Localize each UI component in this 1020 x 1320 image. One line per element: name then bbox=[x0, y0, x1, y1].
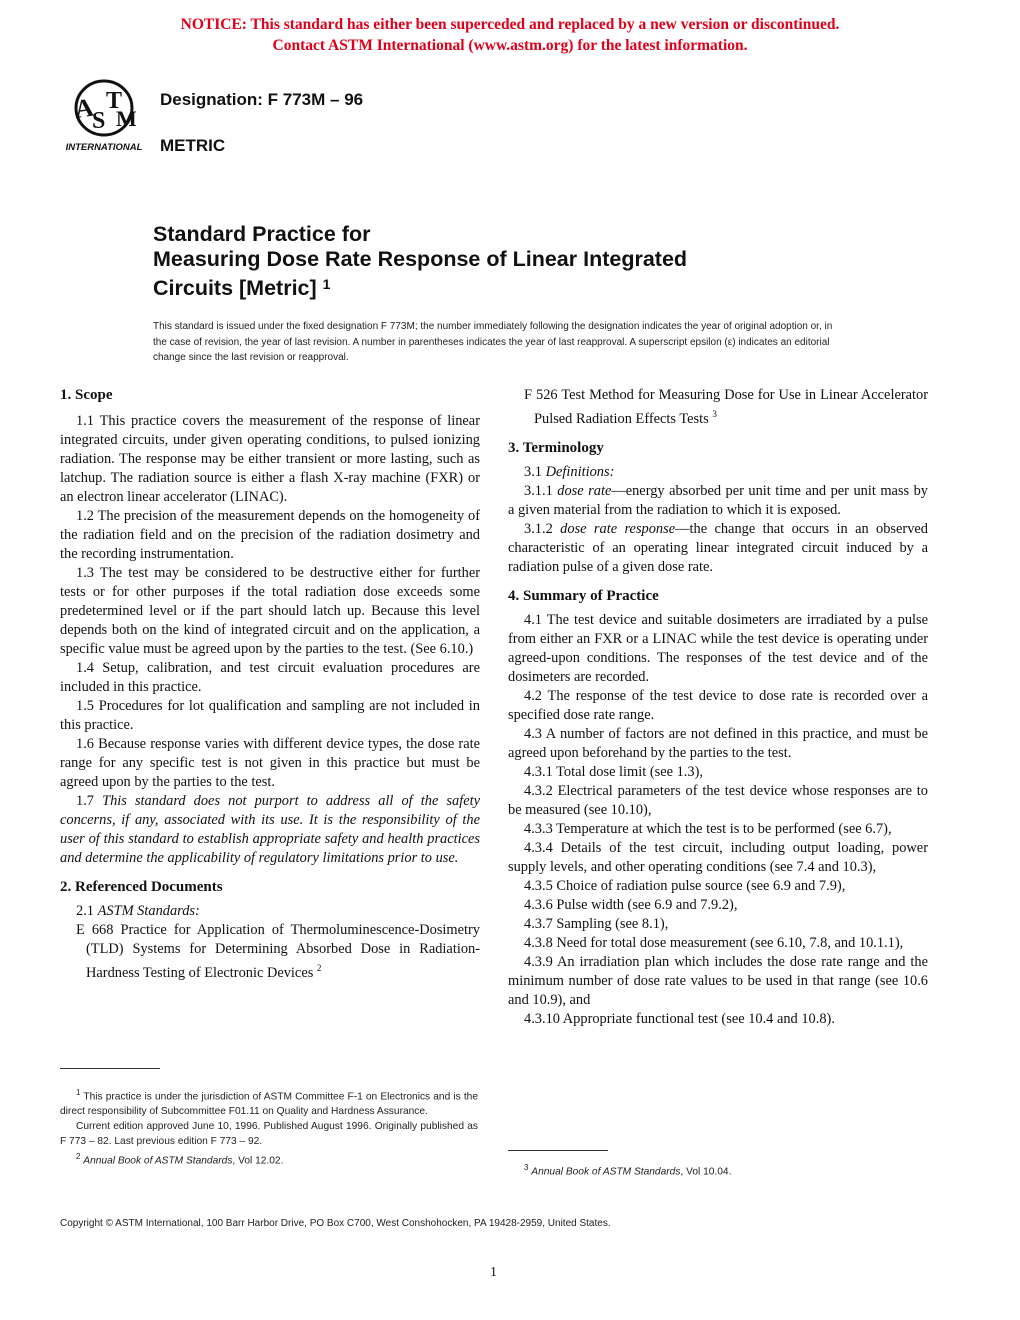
astm-logo-icon bbox=[62, 78, 146, 154]
para-4-3-2: 4.3.2 Electrical parameters of the test device whose responses are to be measured (see 10.10), bbox=[508, 782, 928, 818]
title-line-2: Measuring Dose Rate Response of Linear Integrated bbox=[153, 247, 688, 271]
footnote-divider-left bbox=[60, 1068, 160, 1069]
heading-terminology: 3. Terminology bbox=[508, 439, 604, 456]
para-1-5: 1.5 Procedures for lot qualification and sampling are not included in this practice. bbox=[60, 698, 480, 733]
copyright-line: Copyright © ASTM International, 100 Barr Harbor Drive, PO Box C700, West Conshohocken, PA 19428-2959, United States. bbox=[60, 1218, 611, 1229]
footnote-2: $^2$ Annual Book of ASTM Standards, Vol 12.02. bbox=[76, 1152, 284, 1167]
para-1-4: 1.4 Setup, calibration, and test circuit evaluation procedures are included in this practice. bbox=[60, 660, 480, 695]
para-1-6: 1.6 Because response varies with different device types, the dose rate range for any specific test is not given in this practice but must be agreed upon by the parties to the test. bbox=[60, 736, 480, 790]
para-4-3-5: 4.3.5 Choice of radiation pulse source (see 6.9 and 7.9), bbox=[524, 877, 846, 894]
para-4-3-9: 4.3.9 An irradiation plan which includes the dose rate range and the minimum number of dose rate values to be used in that range (see 10.6 and 10.9), and bbox=[508, 953, 928, 1008]
para-1-3: 1.3 The test may be considered to be destructive either for further tests or for other purposes if the total radiation dose exceeds some predetermined level or if the part should latch up. Because this level depends both on the kind of integrated circuit and on the application, a specific value must be agreed upon by the parties to the test. (See 6.10.) bbox=[60, 565, 480, 657]
para-4-3-3: 4.3.3 Temperature at which the test is to be performed (see 6.7), bbox=[524, 820, 892, 837]
svg-text:INTERNATIONAL: INTERNATIONAL bbox=[65, 142, 143, 153]
svg-text:M: M bbox=[116, 106, 137, 131]
para-3-1: 3.1 Definitions: bbox=[524, 463, 615, 480]
para-4-3-4: 4.3.4 Details of the test circuit, including output loading, power supply levels, and other operating conditions (see 7.4 and 10.3), bbox=[508, 839, 928, 875]
para-1-7: 1.7 This standard does not purport to address all of the safety concerns, if any, associated with its use. It is the responsibility of the user of this standard to establish appropriate safety and health practices and determine the applicability of regulatory limitations prior to use. bbox=[60, 793, 480, 866]
notice-line-2: Contact ASTM International (www.astm.org) for the latest information. bbox=[272, 37, 748, 54]
footnotes-right bbox=[508, 1160, 926, 1179]
reference-f526: F 526 Test Method for Measuring Dose for Use in Linear Accelerator Pulsed Radiation Effects Tests $^3$ bbox=[524, 387, 928, 427]
document-title bbox=[153, 222, 687, 301]
para-3-1-1: 3.1.1 dose rate—energy absorbed per unit time and per unit mass by a given material from the radiation to which it is exposed. bbox=[508, 482, 928, 518]
svg-text:A: A bbox=[72, 92, 96, 124]
heading-summary: 4. Summary of Practice bbox=[508, 587, 659, 604]
para-3-1-2: 3.1.2 dose rate response—the change that occurs in an observed characteristic of an operating linear integrated circuit induced by a radiation pulse of a given dose rate. bbox=[508, 520, 928, 575]
title-line-1: Standard Practice for bbox=[153, 222, 371, 246]
metric-label: METRIC bbox=[160, 136, 226, 155]
designation: Designation: F 773M – 96 bbox=[160, 90, 364, 109]
right-column bbox=[508, 386, 928, 1029]
footnote-1-edition: Current edition approved June 10, 1996. Published August 1996. Originally published as F 773 – 82. Last previous edition F 773 – 92. bbox=[60, 1121, 478, 1148]
astm-logo bbox=[62, 78, 146, 154]
para-1-1: 1.1 This practice covers the measurement of the response of linear integrated circuits, under given operating conditions, to pulsed ionizing radiation. The response may be either transient or more lasting, such as latchup. The radiation source is either a flash X-ray machine (FXR) or an electron linear accelerator (LINAC). bbox=[60, 413, 480, 505]
page-number: 1 bbox=[490, 1265, 497, 1280]
para-4-3: 4.3 A number of factors are not defined in this practice, and must be agreed upon beforehand by the parties to the test. bbox=[508, 725, 928, 761]
title-line-3: Circuits [Metric] $^1$ bbox=[153, 276, 331, 300]
footnote-1: $^1$ This practice is under the jurisdiction of ASTM Committee F-1 on Electronics and is the direct responsibility of Subcommittee F01.11 on Quality and Hardness Assurance. bbox=[60, 1088, 478, 1118]
intro-note: This standard is issued under the fixed designation F 773M; the number immediately following the designation indicates the year of original adoption or, in the case of revision, the year of last revision. A number in parentheses indicates the year of last reapproval. A superscript epsilon (ε) indicates an editorial change since the last revision or reapproval. bbox=[153, 321, 833, 363]
left-column bbox=[60, 386, 480, 983]
svg-text:T: T bbox=[106, 88, 123, 114]
heading-scope: 1. Scope bbox=[60, 387, 113, 403]
para-4-2: 4.2 The response of the test device to dose rate is recorded over a specified dose rate range. bbox=[508, 687, 928, 723]
heading-referenced-documents: 2. Referenced Documents bbox=[60, 879, 223, 895]
para-1-2: 1.2 The precision of the measurement depends on the homogeneity of the radiation field and on the precision of the radiation dosimetry and the recording instrumentation. bbox=[60, 508, 480, 562]
para-4-3-1: 4.3.1 Total dose limit (see 1.3), bbox=[524, 763, 703, 780]
para-4-3-8: 4.3.8 Need for total dose measurement (see 6.10, 7.8, and 10.1.1), bbox=[524, 934, 904, 951]
notice-line-1: NOTICE: This standard has either been superceded and replaced by a new version or discontinued. bbox=[180, 16, 840, 33]
para-4-3-7: 4.3.7 Sampling (see 8.1), bbox=[524, 915, 669, 932]
notice-banner bbox=[0, 14, 1020, 56]
footnote-3: $^3$ Annual Book of ASTM Standards, Vol 10.04. bbox=[524, 1163, 732, 1178]
para-2-1: 2.1 ASTM Standards: bbox=[76, 903, 200, 919]
reference-e668: E 668 Practice for Application of Thermoluminescence-Dosimetry (TLD) Systems for Determining Absorbed Dose in Radiation-Hardness Testing of Electronic Devices $^2$ bbox=[76, 922, 480, 981]
para-4-3-10: 4.3.10 Appropriate functional test (see 10.4 and 10.8). bbox=[524, 1010, 835, 1027]
svg-text:S: S bbox=[92, 108, 106, 134]
para-4-3-6: 4.3.6 Pulse width (see 6.9 and 7.9.2), bbox=[524, 896, 738, 913]
para-4-1: 4.1 The test device and suitable dosimeters are irradiated by a pulse from either an FXR or a LINAC while the test device is operating under agreed-upon conditions. The responses of the test device and of the dosimeters are recorded. bbox=[508, 611, 928, 685]
footnotes-left bbox=[60, 1085, 478, 1169]
footnote-divider-right bbox=[508, 1150, 608, 1151]
